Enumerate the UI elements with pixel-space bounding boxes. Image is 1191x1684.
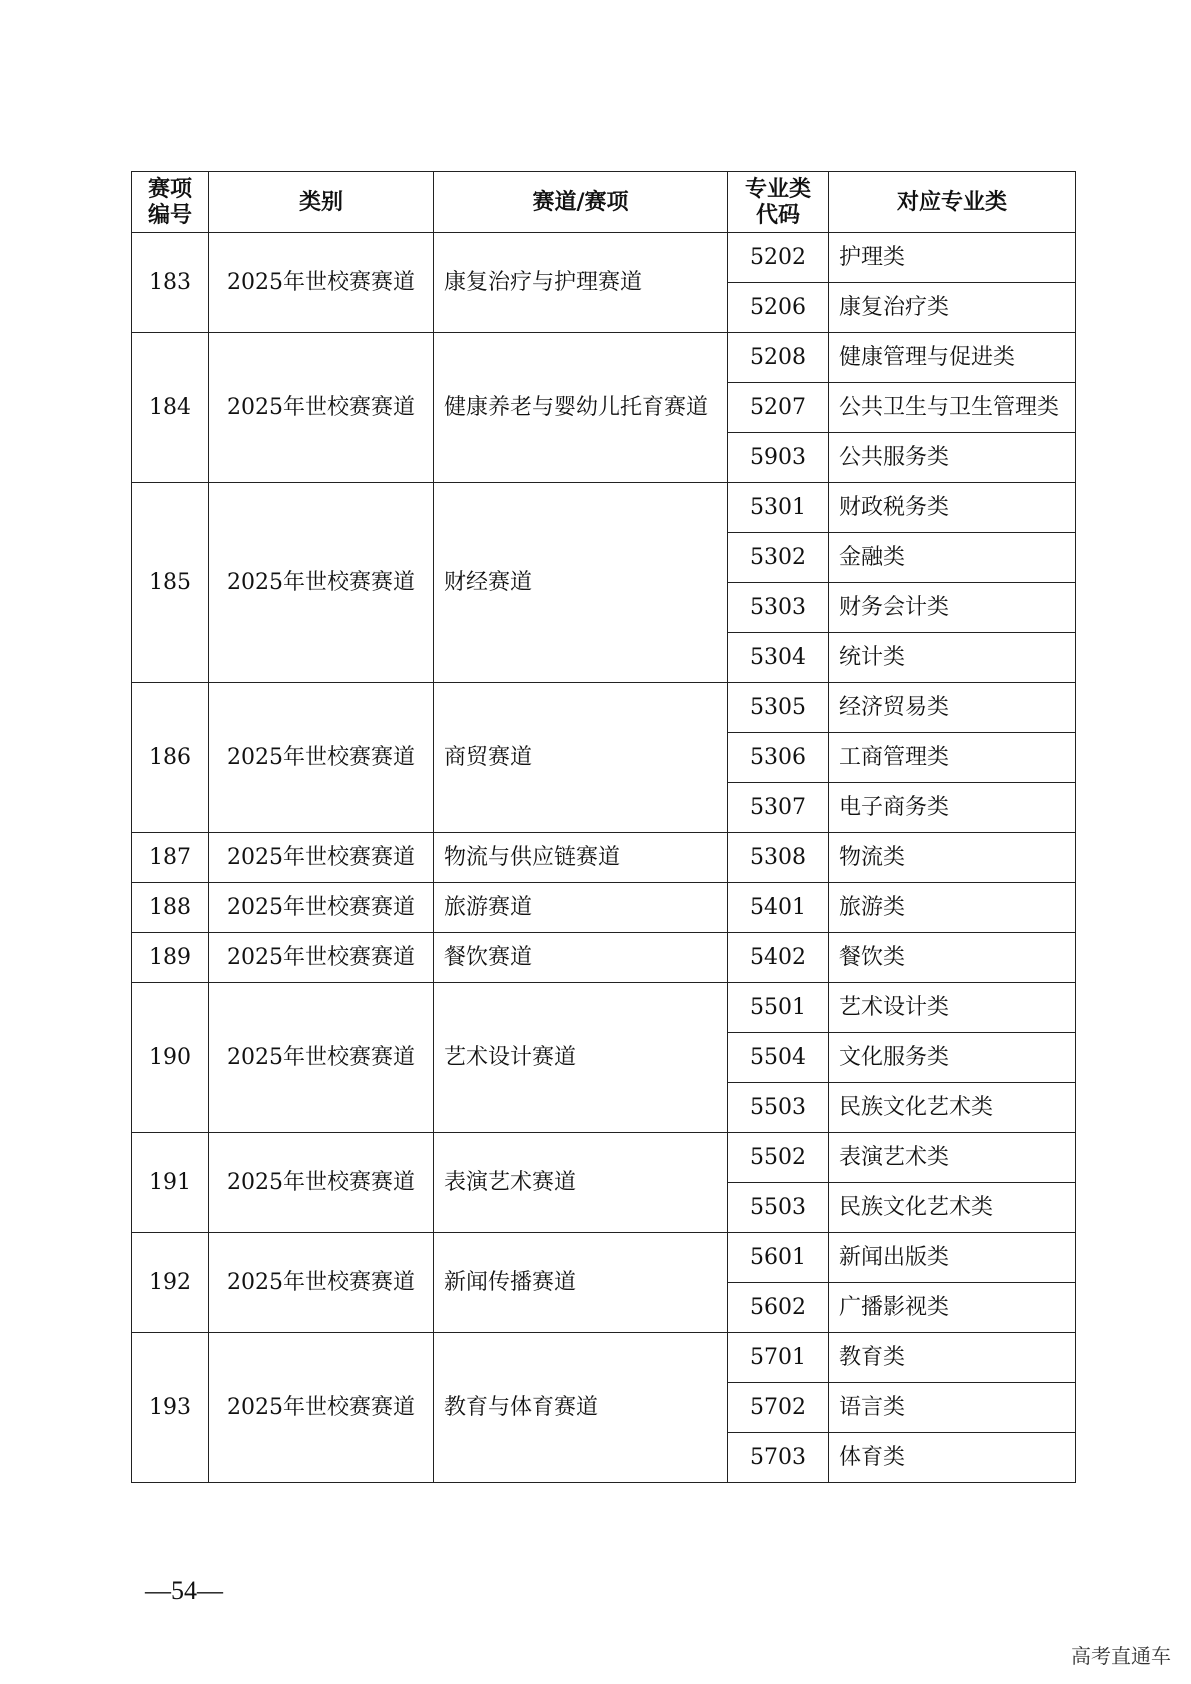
event-id-cell: 192 — [132, 1233, 209, 1333]
track-cell: 旅游赛道 — [434, 883, 728, 933]
track-cell: 财经赛道 — [434, 483, 728, 683]
major-name-cell: 广播影视类 — [829, 1283, 1076, 1333]
major-code-cell: 5401 — [728, 883, 829, 933]
watermark-text: 高考直通车 — [1071, 1644, 1171, 1668]
category-cell: 2025年世校赛赛道 — [209, 883, 434, 933]
category-cell: 2025年世校赛赛道 — [209, 983, 434, 1133]
major-code-cell: 5601 — [728, 1233, 829, 1283]
table-row — [132, 233, 1076, 283]
major-code-cell: 5202 — [728, 233, 829, 283]
header-major-name: 对应专业类 — [829, 172, 1076, 233]
major-name-cell: 公共服务类 — [829, 433, 1076, 483]
major-name-cell: 体育类 — [829, 1433, 1076, 1483]
category-cell: 2025年世校赛赛道 — [209, 1333, 434, 1483]
major-name-cell: 餐饮类 — [829, 933, 1076, 983]
table-row — [132, 933, 1076, 983]
category-cell: 2025年世校赛赛道 — [209, 483, 434, 683]
event-id-cell: 188 — [132, 883, 209, 933]
major-name-cell: 艺术设计类 — [829, 983, 1076, 1033]
track-cell: 教育与体育赛道 — [434, 1333, 728, 1483]
major-code-cell: 5307 — [728, 783, 829, 833]
major-code-cell: 5303 — [728, 583, 829, 633]
major-name-cell: 统计类 — [829, 633, 1076, 683]
category-cell: 2025年世校赛赛道 — [209, 683, 434, 833]
major-code-cell: 5903 — [728, 433, 829, 483]
table-row — [132, 683, 1076, 733]
table-body — [132, 233, 1076, 1483]
major-code-cell: 5702 — [728, 1383, 829, 1433]
major-name-cell: 表演艺术类 — [829, 1133, 1076, 1183]
major-name-cell: 健康管理与促进类 — [829, 333, 1076, 383]
competition-table — [131, 171, 1076, 1483]
major-code-cell: 5504 — [728, 1033, 829, 1083]
event-id-cell: 189 — [132, 933, 209, 983]
major-name-cell: 公共卫生与卫生管理类 — [829, 383, 1076, 433]
table-row — [132, 983, 1076, 1033]
major-code-cell: 5503 — [728, 1083, 829, 1133]
major-code-cell: 5301 — [728, 483, 829, 533]
major-code-cell: 5602 — [728, 1283, 829, 1333]
major-name-cell: 电子商务类 — [829, 783, 1076, 833]
header-major-code: 专业类 代码 — [728, 172, 829, 233]
major-name-cell: 民族文化艺术类 — [829, 1083, 1076, 1133]
major-name-cell: 民族文化艺术类 — [829, 1183, 1076, 1233]
category-cell: 2025年世校赛赛道 — [209, 1133, 434, 1233]
major-name-cell: 金融类 — [829, 533, 1076, 583]
category-cell: 2025年世校赛赛道 — [209, 933, 434, 983]
major-name-cell: 旅游类 — [829, 883, 1076, 933]
major-name-cell: 财政税务类 — [829, 483, 1076, 533]
track-cell: 健康养老与婴幼儿托育赛道 — [434, 333, 728, 483]
major-code-cell: 5502 — [728, 1133, 829, 1183]
major-code-cell: 5305 — [728, 683, 829, 733]
track-cell: 新闻传播赛道 — [434, 1233, 728, 1333]
header-event-id: 赛项 编号 — [132, 172, 209, 233]
major-code-cell: 5701 — [728, 1333, 829, 1383]
page-number: —54— — [145, 1576, 223, 1605]
category-cell: 2025年世校赛赛道 — [209, 1233, 434, 1333]
header-track: 赛道/赛项 — [434, 172, 728, 233]
major-code-cell: 5302 — [728, 533, 829, 583]
header-category: 类别 — [209, 172, 434, 233]
major-code-cell: 5207 — [728, 383, 829, 433]
track-cell: 艺术设计赛道 — [434, 983, 728, 1133]
major-code-cell: 5208 — [728, 333, 829, 383]
category-cell: 2025年世校赛赛道 — [209, 833, 434, 883]
table-row — [132, 1233, 1076, 1283]
table-header-row — [132, 172, 1076, 233]
major-name-cell: 康复治疗类 — [829, 283, 1076, 333]
major-code-cell: 5703 — [728, 1433, 829, 1483]
event-id-cell: 191 — [132, 1133, 209, 1233]
event-id-cell: 186 — [132, 683, 209, 833]
event-id-cell: 184 — [132, 333, 209, 483]
track-cell: 餐饮赛道 — [434, 933, 728, 983]
event-id-cell: 185 — [132, 483, 209, 683]
track-cell: 表演艺术赛道 — [434, 1133, 728, 1233]
major-code-cell: 5308 — [728, 833, 829, 883]
event-id-cell: 190 — [132, 983, 209, 1133]
major-code-cell: 5503 — [728, 1183, 829, 1233]
table-row — [132, 1333, 1076, 1383]
major-code-cell: 5306 — [728, 733, 829, 783]
event-id-cell: 193 — [132, 1333, 209, 1483]
major-name-cell: 教育类 — [829, 1333, 1076, 1383]
major-code-cell: 5304 — [728, 633, 829, 683]
track-cell: 物流与供应链赛道 — [434, 833, 728, 883]
table-row — [132, 833, 1076, 883]
table-row — [132, 1133, 1076, 1183]
major-name-cell: 经济贸易类 — [829, 683, 1076, 733]
major-name-cell: 新闻出版类 — [829, 1233, 1076, 1283]
major-name-cell: 护理类 — [829, 233, 1076, 283]
table-row — [132, 333, 1076, 383]
table-row — [132, 483, 1076, 533]
major-code-cell: 5501 — [728, 983, 829, 1033]
event-id-cell: 183 — [132, 233, 209, 333]
major-name-cell: 工商管理类 — [829, 733, 1076, 783]
track-cell: 康复治疗与护理赛道 — [434, 233, 728, 333]
major-name-cell: 文化服务类 — [829, 1033, 1076, 1083]
major-name-cell: 语言类 — [829, 1383, 1076, 1433]
major-name-cell: 财务会计类 — [829, 583, 1076, 633]
category-cell: 2025年世校赛赛道 — [209, 233, 434, 333]
major-code-cell: 5402 — [728, 933, 829, 983]
category-cell: 2025年世校赛赛道 — [209, 333, 434, 483]
major-code-cell: 5206 — [728, 283, 829, 333]
event-id-cell: 187 — [132, 833, 209, 883]
track-cell: 商贸赛道 — [434, 683, 728, 833]
table-row — [132, 883, 1076, 933]
major-name-cell: 物流类 — [829, 833, 1076, 883]
